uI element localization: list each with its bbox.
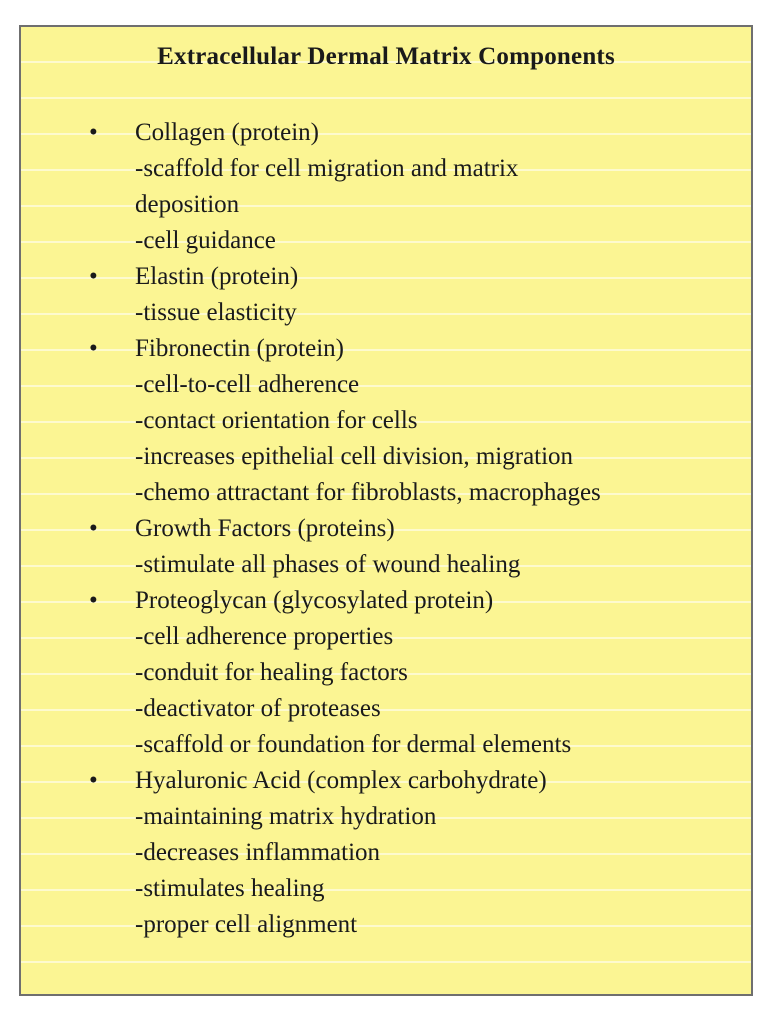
item-detail: -chemo attractant for fibroblasts, macrophages <box>135 479 601 506</box>
item-detail: -increases epithelial cell division, migration <box>135 443 574 470</box>
item-label: Fibronectin (protein) <box>135 335 344 362</box>
item-detail: -contact orientation for cells <box>135 407 418 434</box>
item-detail: -deactivator of proteases <box>135 695 381 722</box>
matrix-components-card <box>19 25 753 996</box>
item-detail: -conduit for healing factors <box>135 659 408 686</box>
list-item-hyaluronic-acid <box>21 763 751 943</box>
item-detail: -cell guidance <box>135 227 276 254</box>
item-label: Proteoglycan (glycosylated protein) <box>135 587 494 614</box>
item-detail: -proper cell alignment <box>135 911 358 938</box>
card-title: Extracellular Dermal Matrix Components <box>157 43 615 70</box>
item-detail: -stimulates healing <box>135 875 325 902</box>
list-item-fibronectin <box>21 331 751 511</box>
list-item-proteoglycan <box>21 583 751 763</box>
item-detail: deposition <box>135 191 240 218</box>
item-detail: -scaffold for cell migration and matrix <box>135 155 519 182</box>
list-item-elastin <box>21 259 751 331</box>
list-item-collagen <box>21 115 751 259</box>
item-detail: -decreases inflammation <box>135 839 381 866</box>
item-label: Hyaluronic Acid (complex carbohydrate) <box>135 767 547 794</box>
bullet-icon: • <box>89 767 98 794</box>
item-detail: -cell-to-cell adherence <box>135 371 360 398</box>
item-detail: -tissue elasticity <box>135 299 297 326</box>
bullet-icon: • <box>89 119 98 146</box>
bullet-icon: • <box>89 515 98 542</box>
item-label: Elastin (protein) <box>135 263 299 290</box>
item-detail: -maintaining matrix hydration <box>135 803 437 830</box>
item-detail: -scaffold or foundation for dermal elements <box>135 731 572 758</box>
bullet-icon: • <box>89 587 98 614</box>
item-detail: -stimulate all phases of wound healing <box>135 551 521 578</box>
item-label: Growth Factors (proteins) <box>135 515 395 542</box>
list-item-growth-factors <box>21 511 751 583</box>
bullet-icon: • <box>89 335 98 362</box>
components-list <box>21 115 751 943</box>
bullet-icon: • <box>89 263 98 290</box>
item-detail: -cell adherence properties <box>135 623 394 650</box>
item-label: Collagen (protein) <box>135 119 319 146</box>
